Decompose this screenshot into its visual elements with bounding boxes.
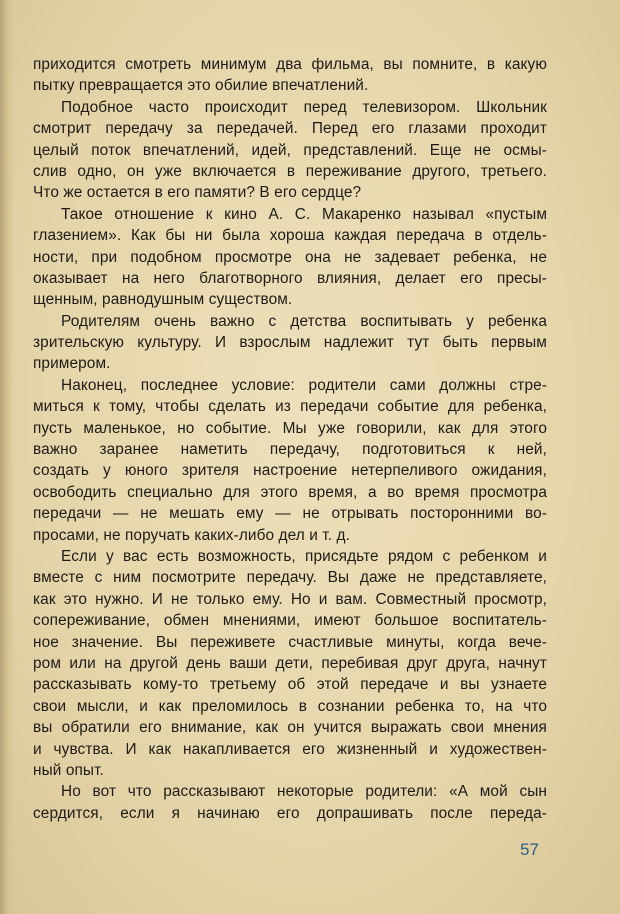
text-line: сердится, если я начинаю его допрашивать после переда- xyxy=(33,804,547,822)
text-line: глазением». Как бы ни была хороша каждая передача в отдель- xyxy=(33,227,547,245)
text-line: целый поток впечатлений, идей, представлений. Еще не осмы- xyxy=(33,141,547,159)
text-line: создать у юного зрителя настроение нетерпеливого ожидания, xyxy=(33,462,547,480)
text-line: Подобное часто происходит перед телевизором. Школьник xyxy=(61,98,547,116)
text-line: ром или на другой день ваши дети, перебивая друг друга, начнут xyxy=(33,654,547,672)
text-line: ный опыт. xyxy=(33,761,104,779)
text-line: освободить специально для этого время, а во время просмотра xyxy=(33,483,547,501)
text-line: важно заранее наметить передачу, подготовиться к ней, xyxy=(33,441,547,459)
text-line: слив одно, он уже включается в переживание другого, третьего. xyxy=(33,162,547,180)
text-line: свои мысли, и как преломилось в сознании ребенка то, на что xyxy=(33,697,547,715)
text-line: зрительскую культуру. И взрослым надлежит тут быть первым xyxy=(33,334,547,352)
body-text xyxy=(33,54,547,824)
text-line: смотрит передачу за передачей. Перед его глазами проходит xyxy=(33,120,547,138)
text-line: Родителям очень важно с детства воспитывать у ребенка xyxy=(61,312,547,330)
text-line: и чувства. И как накапливается его жизненный и художествен- xyxy=(33,740,547,758)
text-line: миться к тому, чтобы сделать из передачи событие для ребенка, xyxy=(33,398,547,416)
text-line: сопереживание, обмен мнениями, имеют большое воспитатель- xyxy=(33,612,547,630)
text-line: ное значение. Вы переживете счастливые минуты, когда вече- xyxy=(33,633,547,651)
text-line: Что же остается в его памяти? В его сердце? xyxy=(33,184,362,202)
text-line: щенным, равнодушным существом. xyxy=(33,291,293,309)
text-line: ности, при подобном просмотре она не задевает ребенка, не xyxy=(33,248,547,266)
text-line: приходится смотреть минимум два фильма, вы помните, в какую xyxy=(33,56,547,73)
text-line: просами, не поручать каких-либо дел и т. д. xyxy=(33,526,350,544)
text-line: пытку превращается это обилие впечатлений. xyxy=(33,77,369,95)
text-line: вы обратили его внимание, как он учится выражать свои мнения xyxy=(33,719,547,737)
text-line: Если у вас есть возможность, присядьте рядом с ребенком и xyxy=(61,547,547,565)
text-line: рассказывать кому-то третьему об этой передаче и вы узнаете xyxy=(33,676,547,694)
text-line: Такое отношение к кино А. С. Макаренко называл «пустым xyxy=(61,205,547,223)
text-line: пусть маленькое, но событие. Мы уже говорили, как для этого xyxy=(33,419,547,437)
text-line: передачи — не мешать ему — не отрывать посторонними во- xyxy=(33,505,547,523)
text-line: Но вот что рассказывают некоторые родители: «А мой сын xyxy=(61,783,547,801)
text-line: вместе с ним посмотрите передачу. Вы даже не представляете, xyxy=(33,569,547,587)
text-line: Наконец, последнее условие: родители сами должны стре- xyxy=(61,376,547,394)
page-number: 57 xyxy=(520,840,539,859)
text-line: оказывает на него благотворного влияния, делает его пресы- xyxy=(33,269,547,287)
page-spine-shadow xyxy=(0,0,14,914)
text-line: как это нужно. И не только ему. Но и вам. Совместный просмотр, xyxy=(33,590,547,608)
text-line: примером. xyxy=(33,355,111,373)
